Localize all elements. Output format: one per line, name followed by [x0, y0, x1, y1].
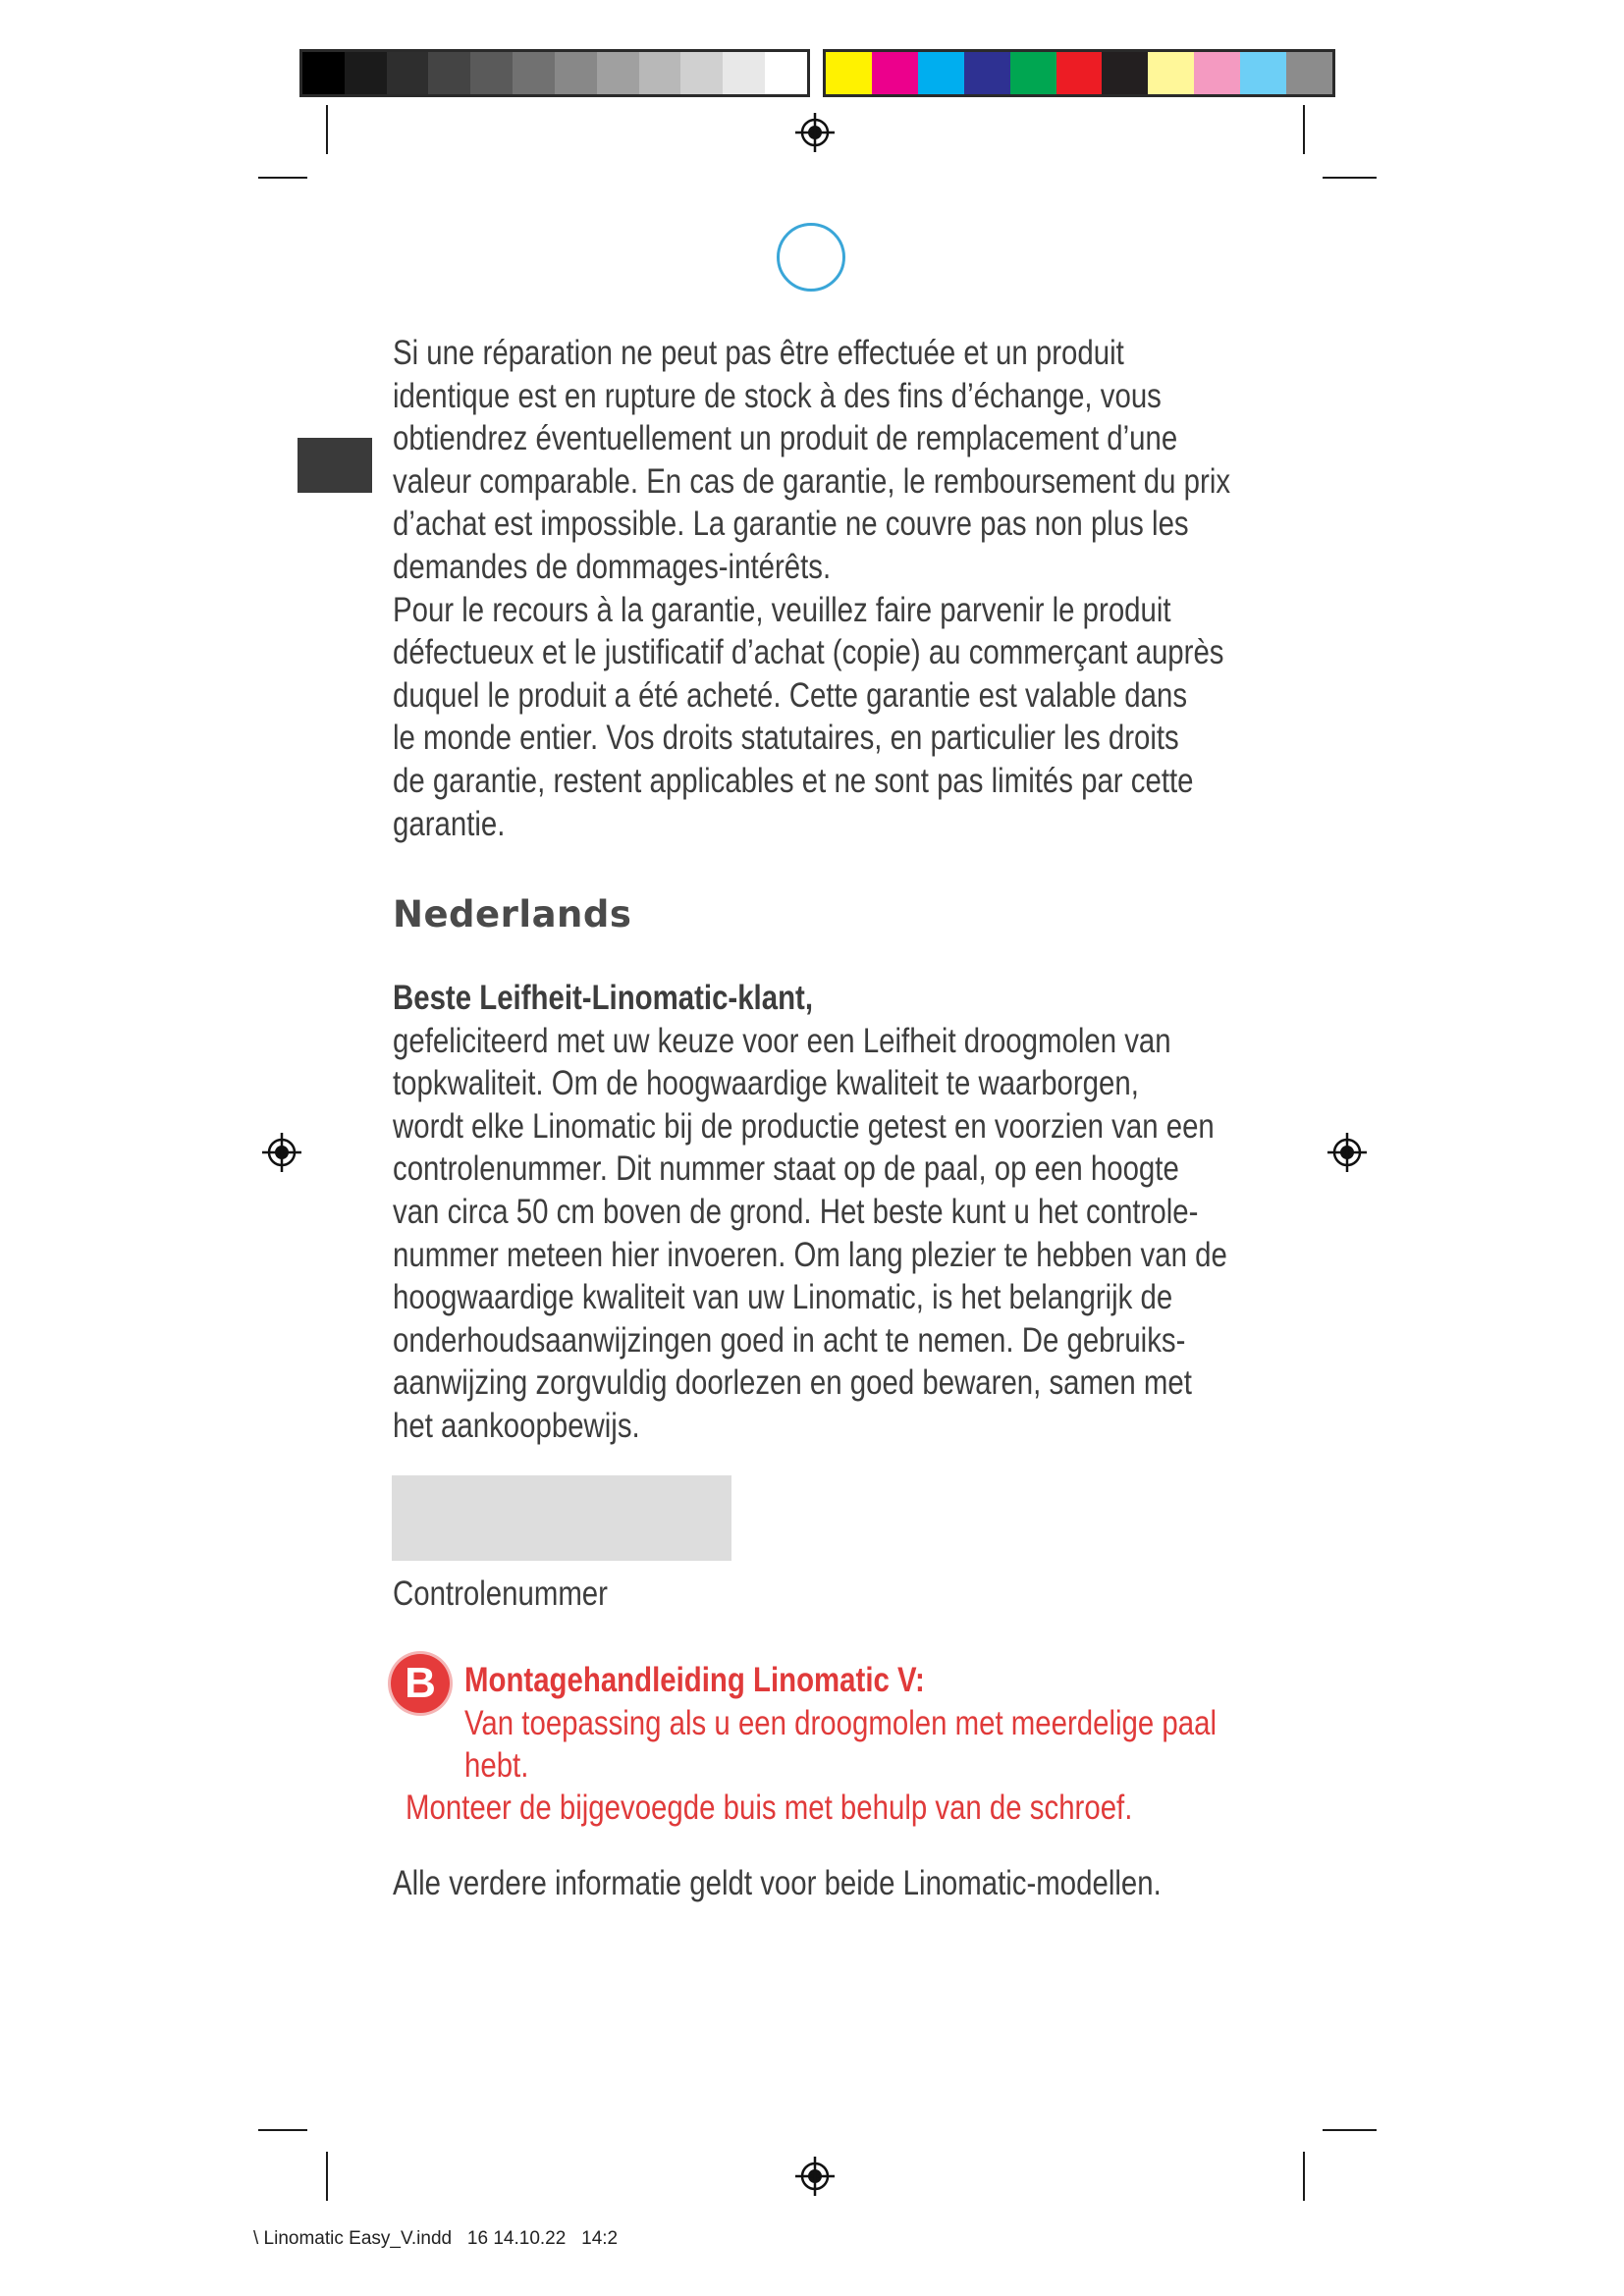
color-swatch	[872, 52, 918, 94]
registration-mark-icon	[793, 111, 837, 154]
control-number-label: Controlenummer	[393, 1575, 608, 1613]
color-swatch	[723, 52, 765, 94]
color-swatch	[964, 52, 1010, 94]
color-swatch	[918, 52, 964, 94]
french-line: valeur comparable. En cas de garantie, le remboursement du prix	[393, 461, 1231, 501]
color-swatch	[1010, 52, 1056, 94]
french-line: garantie.	[393, 804, 506, 843]
french-line: le monde entier. Vos droits statutaires, en particulier les droits	[393, 719, 1179, 758]
french-line: de garantie, restent applicables et ne sont pas limités par cette	[393, 761, 1194, 800]
dutch-line: topkwaliteit. Om de hoogwaardige kwaliteit te waarborgen,	[393, 1064, 1139, 1103]
color-swatch	[387, 52, 429, 94]
control-number-label-wrap	[393, 1573, 1276, 1616]
crop-mark	[258, 2129, 307, 2131]
color-swatch	[765, 52, 807, 94]
french-line: obtiendrez éventuellement un produit de remplacement d’une	[393, 419, 1178, 458]
dutch-line: onderhoudsaanwijzingen goed in acht te nemen. De gebruiks-	[393, 1320, 1186, 1360]
grayscale-color-bar	[299, 49, 810, 97]
color-swatch	[826, 52, 872, 94]
print-slug: \ Linomatic Easy_V.indd 16 14.10.22 14:2	[253, 2228, 619, 2249]
crop-mark	[1303, 105, 1305, 154]
assembly-subtitle-2: hebt.	[464, 1746, 529, 1786]
color-swatch	[1286, 52, 1332, 94]
registration-mark-icon	[793, 2155, 837, 2198]
color-swatch	[302, 52, 345, 94]
french-line: identique est en rupture de stock à des fins d’échange, vous	[393, 376, 1162, 415]
crop-mark	[1323, 177, 1377, 179]
section-b-badge: B	[391, 1654, 450, 1713]
color-swatch	[1148, 52, 1194, 94]
french-line: demandes de dommages-intérêts.	[393, 547, 832, 586]
assembly-instruction-wrap	[406, 1787, 1289, 1830]
color-swatch	[513, 52, 555, 94]
dutch-line: het aankoopbewijs.	[393, 1406, 640, 1445]
section-heading-nederlands: Nederlands	[393, 893, 632, 935]
color-swatch	[428, 52, 470, 94]
registration-mark-icon	[260, 1131, 303, 1174]
dutch-intro-text	[393, 977, 1276, 1448]
closing-text-wrap	[393, 1862, 1276, 1905]
crop-mark	[1303, 2152, 1305, 2201]
color-swatch	[1102, 52, 1148, 94]
dutch-line: controlenummer. Dit nummer staat op de paal, op een hoogte	[393, 1149, 1179, 1189]
language-tab-block	[298, 438, 372, 493]
french-line: Si une réparation ne peut pas être effectuée et un produit	[393, 334, 1124, 372]
color-swatch	[680, 52, 723, 94]
dutch-line: gefeliciteerd met uw keuze voor een Leifheit droogmolen van	[393, 1021, 1171, 1060]
dutch-line: hoogwaardige kwaliteit van uw Linomatic, is het belangrijk de	[393, 1278, 1173, 1317]
assembly-instruction: Monteer de bijgevoegde buis met behulp van de schroef.	[406, 1789, 1133, 1827]
dutch-line: aanwijzing zorgvuldig doorlezen en goed bewaren, samen met	[393, 1363, 1192, 1403]
french-line: d’achat est impossible. La garantie ne couvre pas non plus les	[393, 505, 1189, 544]
crop-mark	[326, 2152, 328, 2201]
assembly-section	[464, 1659, 1348, 1788]
control-number-field[interactable]	[392, 1475, 731, 1561]
color-swatch	[1194, 52, 1240, 94]
dutch-line: nummer meteen hier invoeren. Om lang plezier te hebben van de	[393, 1235, 1227, 1274]
color-swatch	[1240, 52, 1286, 94]
process-color-bar	[823, 49, 1335, 97]
color-swatch	[597, 52, 639, 94]
crop-mark	[326, 105, 328, 154]
color-swatch	[470, 52, 513, 94]
dutch-line: van circa 50 cm boven de grond. Het beste kunt u het controle-	[393, 1192, 1199, 1231]
color-swatch	[639, 52, 681, 94]
french-line: duquel le produit a été acheté. Cette garantie est valable dans	[393, 675, 1188, 715]
assembly-subtitle-1: Van toepassing als u een droogmolen met meerdelige paal	[464, 1703, 1217, 1742]
assembly-title: Montagehandleiding Linomatic V:	[464, 1661, 925, 1699]
color-swatch	[555, 52, 597, 94]
greeting: Beste Leifheit-Linomatic-klant,	[393, 979, 814, 1017]
color-swatch	[1056, 52, 1103, 94]
french-warranty-text	[393, 332, 1276, 845]
dutch-line: wordt elke Linomatic bij de productie getest en voorzien van een	[393, 1106, 1215, 1146]
crop-mark	[258, 177, 307, 179]
page-hole-circle	[777, 223, 845, 292]
registration-mark-icon	[1326, 1131, 1369, 1174]
french-line: Pour le recours à la garantie, veuillez faire parvenir le produit	[393, 590, 1171, 629]
crop-mark	[1323, 2129, 1377, 2131]
closing-text: Alle verdere informatie geldt voor beide Linomatic-modellen.	[393, 1864, 1162, 1902]
french-line: défectueux et le justificatif d’achat (copie) au commerçant auprès	[393, 633, 1224, 672]
color-swatch	[345, 52, 387, 94]
